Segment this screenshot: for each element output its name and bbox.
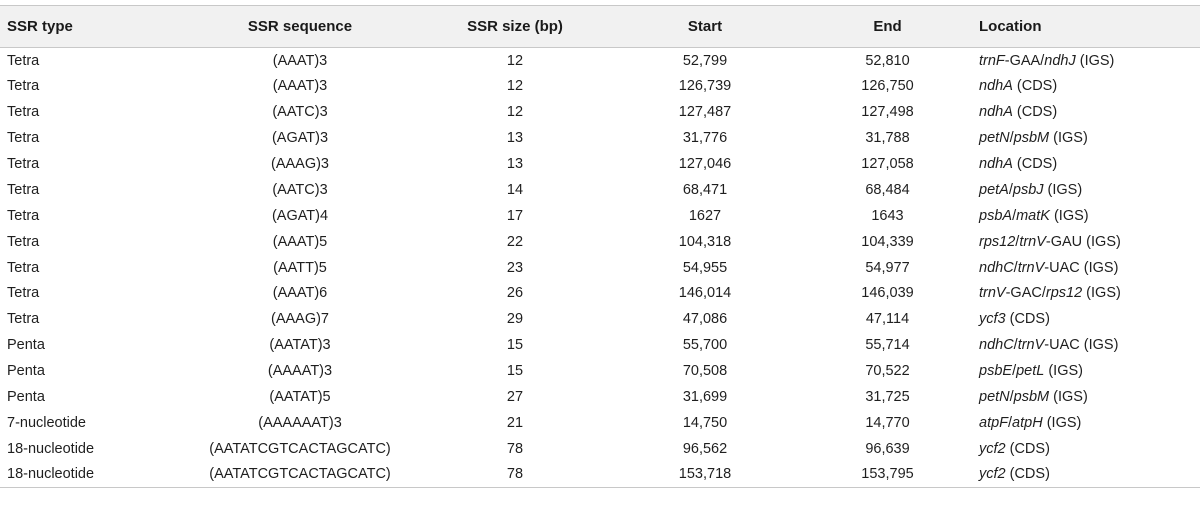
gene-name: trnV — [1017, 259, 1045, 276]
location-text: -GAU (IGS) — [1045, 233, 1121, 250]
cell-end: 54,977 — [865, 259, 910, 276]
cell-end: 52,810 — [865, 52, 910, 69]
table-row — [0, 99, 1200, 125]
header-row — [0, 6, 1200, 48]
cell-end: 127,498 — [861, 104, 914, 121]
gene-name: ndhA — [979, 104, 1013, 121]
cell-ssr-size: 12 — [506, 78, 524, 95]
cell-ssr-size: 14 — [506, 181, 524, 198]
gene-name: trnV — [1019, 233, 1046, 250]
cell-end: 146,039 — [861, 285, 914, 302]
cell-start: 54,955 — [682, 259, 728, 276]
location-text: / — [1008, 414, 1013, 431]
location-text: -GAC/ — [1005, 285, 1046, 302]
gene-name: ndhA — [979, 78, 1013, 95]
location-text: / — [1012, 207, 1017, 224]
gene-name: trnV — [979, 285, 1006, 302]
table-row — [0, 151, 1200, 177]
cell-ssr-sequence: (AAAAAAT)3 — [258, 414, 342, 431]
gene-name: petN — [979, 130, 1010, 147]
cell-ssr-sequence: (AAAG)7 — [270, 311, 329, 328]
location-text: (IGS) — [1049, 207, 1089, 224]
gene-name: psbJ — [1012, 181, 1044, 198]
cell-location — [975, 281, 1200, 307]
gene-name: petN — [979, 389, 1010, 406]
location-text: (CDS) — [1005, 466, 1050, 483]
location-text: (IGS) — [1044, 363, 1083, 380]
gene-name: matK — [1016, 207, 1050, 224]
cell-location — [975, 462, 1200, 488]
cell-end: 96,639 — [865, 440, 910, 457]
cell-ssr-type: Tetra — [7, 156, 40, 172]
cell-end: 14,770 — [865, 414, 910, 431]
table-row — [0, 306, 1200, 332]
cell-location — [975, 332, 1200, 358]
cell-start: 104,318 — [678, 233, 732, 250]
cell-start: 126,739 — [678, 78, 732, 95]
gene-name: ndhC — [979, 337, 1014, 354]
cell-start: 47,086 — [682, 311, 728, 328]
table-row — [0, 125, 1200, 151]
table-row — [0, 462, 1200, 488]
cell-end: 104,339 — [861, 233, 914, 250]
table-row — [0, 436, 1200, 462]
cell-location — [975, 203, 1200, 229]
gene-name: ycf2 — [979, 440, 1006, 457]
location-text: -GAA/ — [1004, 52, 1045, 69]
cell-ssr-sequence: (AAAAT)3 — [267, 363, 333, 380]
cell-location — [975, 73, 1200, 99]
table-row — [0, 332, 1200, 358]
header-location: Location — [979, 18, 1042, 35]
location-text: (CDS) — [1005, 440, 1050, 457]
cell-ssr-size: 22 — [506, 233, 524, 250]
cell-location — [975, 255, 1200, 281]
cell-ssr-type: Tetra — [7, 259, 40, 276]
gene-name: petA — [979, 181, 1009, 198]
gene-name: trnV — [1017, 337, 1045, 354]
location-text: -UAC (IGS) — [1044, 259, 1119, 276]
cell-ssr-type: Tetra — [7, 104, 40, 121]
table-row — [0, 48, 1200, 74]
cell-ssr-type: Tetra — [7, 285, 40, 302]
cell-start: 31,699 — [682, 389, 728, 406]
table-body — [0, 48, 1200, 488]
cell-ssr-sequence: (AAAG)3 — [270, 156, 329, 172]
location-text: / — [1013, 259, 1018, 276]
cell-ssr-sequence: (AATATCGTCACTAGCATC) — [209, 466, 391, 483]
cell-end: 31,788 — [865, 130, 910, 147]
cell-ssr-type: 7-nucleotide — [7, 414, 86, 431]
cell-end: 31,725 — [865, 389, 910, 406]
location-text: / — [1015, 233, 1020, 250]
cell-ssr-type: 18-nucleotide — [7, 440, 95, 457]
table-row — [0, 410, 1200, 436]
cell-ssr-sequence: (AAAT)6 — [272, 285, 328, 302]
location-text: (CDS) — [1012, 156, 1058, 172]
cell-location — [975, 229, 1200, 255]
cell-start: 14,750 — [682, 414, 728, 431]
gene-name: ndhJ — [1044, 52, 1076, 69]
cell-location — [975, 306, 1200, 332]
cell-location — [975, 384, 1200, 410]
gene-name: ndhA — [979, 156, 1013, 172]
cell-ssr-type: Tetra — [7, 233, 40, 250]
location-text: (IGS) — [1049, 389, 1088, 406]
cell-end: 70,522 — [865, 363, 910, 380]
gene-name: psbA — [979, 207, 1013, 224]
location-text: -UAC (IGS) — [1044, 337, 1119, 354]
cell-end: 55,714 — [865, 337, 910, 354]
gene-name: trnF — [979, 52, 1005, 69]
cell-ssr-size: 23 — [506, 259, 524, 276]
location-text: (IGS) — [1082, 285, 1121, 302]
cell-ssr-size: 29 — [506, 311, 524, 328]
cell-location — [975, 177, 1200, 203]
ssr-table — [0, 5, 1200, 488]
cell-ssr-type: Tetra — [7, 311, 40, 328]
location-text: / — [1008, 181, 1013, 198]
cell-ssr-size: 13 — [506, 156, 524, 172]
table-row — [0, 229, 1200, 255]
cell-ssr-sequence: (AATC)3 — [272, 104, 328, 121]
gene-name: atpF — [979, 414, 1009, 431]
table-row — [0, 177, 1200, 203]
cell-end: 47,114 — [865, 311, 910, 328]
cell-ssr-size: 12 — [506, 104, 524, 121]
cell-ssr-size: 15 — [506, 363, 524, 380]
cell-ssr-sequence: (AATC)3 — [272, 181, 328, 198]
header-ssr-sequence: SSR sequence — [247, 18, 353, 35]
cell-ssr-sequence: (AATAT)5 — [269, 389, 331, 406]
cell-location — [975, 99, 1200, 125]
cell-start: 55,700 — [682, 337, 728, 354]
cell-start: 127,046 — [678, 156, 732, 172]
cell-start: 1627 — [688, 207, 722, 224]
gene-name: ycf3 — [979, 311, 1006, 328]
cell-end: 1643 — [871, 207, 904, 224]
table-row — [0, 281, 1200, 307]
gene-name: rps12 — [979, 233, 1016, 250]
cell-ssr-sequence: (AATAT)3 — [269, 337, 331, 354]
cell-ssr-size: 26 — [506, 285, 524, 302]
table-row — [0, 384, 1200, 410]
header-start: Start — [687, 18, 723, 35]
location-text: (CDS) — [1012, 104, 1058, 121]
cell-ssr-sequence: (AAAT)3 — [272, 52, 328, 69]
header-ssr-type: SSR type — [7, 18, 73, 35]
location-text: (IGS) — [1042, 414, 1082, 431]
cell-start: 127,487 — [678, 104, 732, 121]
location-text: (CDS) — [1012, 78, 1058, 95]
cell-location — [975, 48, 1200, 74]
location-text: / — [1012, 363, 1017, 380]
table-row — [0, 73, 1200, 99]
cell-ssr-type: 18-nucleotide — [7, 466, 95, 483]
cell-location — [975, 151, 1200, 177]
cell-ssr-type: Penta — [7, 337, 45, 354]
gene-name: psbM — [1013, 130, 1050, 147]
cell-end: 127,058 — [861, 156, 914, 172]
gene-name: psbM — [1013, 389, 1050, 406]
cell-start: 31,776 — [682, 130, 728, 147]
location-text: (IGS) — [1049, 130, 1088, 147]
cell-location — [975, 358, 1200, 384]
cell-ssr-sequence: (AATT)5 — [273, 259, 327, 276]
cell-ssr-size: 17 — [506, 207, 524, 224]
cell-location — [975, 410, 1200, 436]
header-ssr-size: SSR size (bp) — [467, 18, 563, 35]
cell-start: 52,799 — [682, 52, 728, 69]
cell-ssr-sequence: (AGAT)3 — [271, 130, 329, 147]
cell-start: 70,508 — [682, 363, 728, 380]
location-text: (IGS) — [1043, 181, 1083, 198]
cell-ssr-sequence: (AATATCGTCACTAGCATC) — [209, 440, 391, 457]
location-text: (CDS) — [1005, 311, 1050, 328]
gene-name: atpH — [1012, 414, 1043, 431]
cell-ssr-size: 12 — [506, 52, 524, 69]
gene-name: petL — [1016, 363, 1045, 380]
cell-start: 68,471 — [682, 181, 728, 198]
cell-location — [975, 436, 1200, 462]
cell-start: 153,718 — [678, 466, 732, 483]
cell-end: 126,750 — [861, 78, 914, 95]
cell-ssr-size: 78 — [506, 466, 524, 483]
cell-ssr-size: 15 — [506, 337, 524, 354]
cell-end: 153,795 — [861, 466, 914, 483]
gene-name: ycf2 — [979, 466, 1006, 483]
cell-ssr-type: Tetra — [7, 130, 40, 147]
cell-ssr-sequence: (AAAT)5 — [272, 233, 328, 250]
table-header — [0, 6, 1200, 48]
cell-location — [975, 125, 1200, 151]
cell-ssr-size: 78 — [506, 440, 524, 457]
table-row — [0, 255, 1200, 281]
cell-ssr-type: Tetra — [7, 181, 40, 198]
cell-ssr-size: 27 — [506, 389, 524, 406]
gene-name: rps12 — [1045, 285, 1083, 302]
cell-ssr-type: Tetra — [7, 52, 40, 69]
cell-ssr-type: Tetra — [7, 78, 40, 95]
cell-ssr-size: 13 — [506, 130, 524, 147]
gene-name: ndhC — [979, 259, 1014, 276]
cell-ssr-sequence: (AGAT)4 — [271, 207, 329, 224]
location-text: / — [1013, 337, 1018, 354]
cell-ssr-type: Tetra — [7, 207, 40, 224]
cell-ssr-type: Penta — [7, 389, 45, 406]
cell-end: 68,484 — [865, 181, 910, 198]
table-row — [0, 358, 1200, 384]
location-text: / — [1009, 389, 1014, 406]
cell-ssr-sequence: (AAAT)3 — [272, 78, 328, 95]
table-row — [0, 203, 1200, 229]
gene-name: psbE — [979, 363, 1013, 380]
cell-start: 146,014 — [678, 285, 732, 302]
cell-ssr-type: Penta — [7, 363, 45, 380]
header-end: End — [873, 18, 902, 35]
cell-start: 96,562 — [682, 440, 728, 457]
location-text: / — [1009, 130, 1014, 147]
location-text: (IGS) — [1075, 52, 1115, 69]
cell-ssr-size: 21 — [506, 414, 524, 431]
